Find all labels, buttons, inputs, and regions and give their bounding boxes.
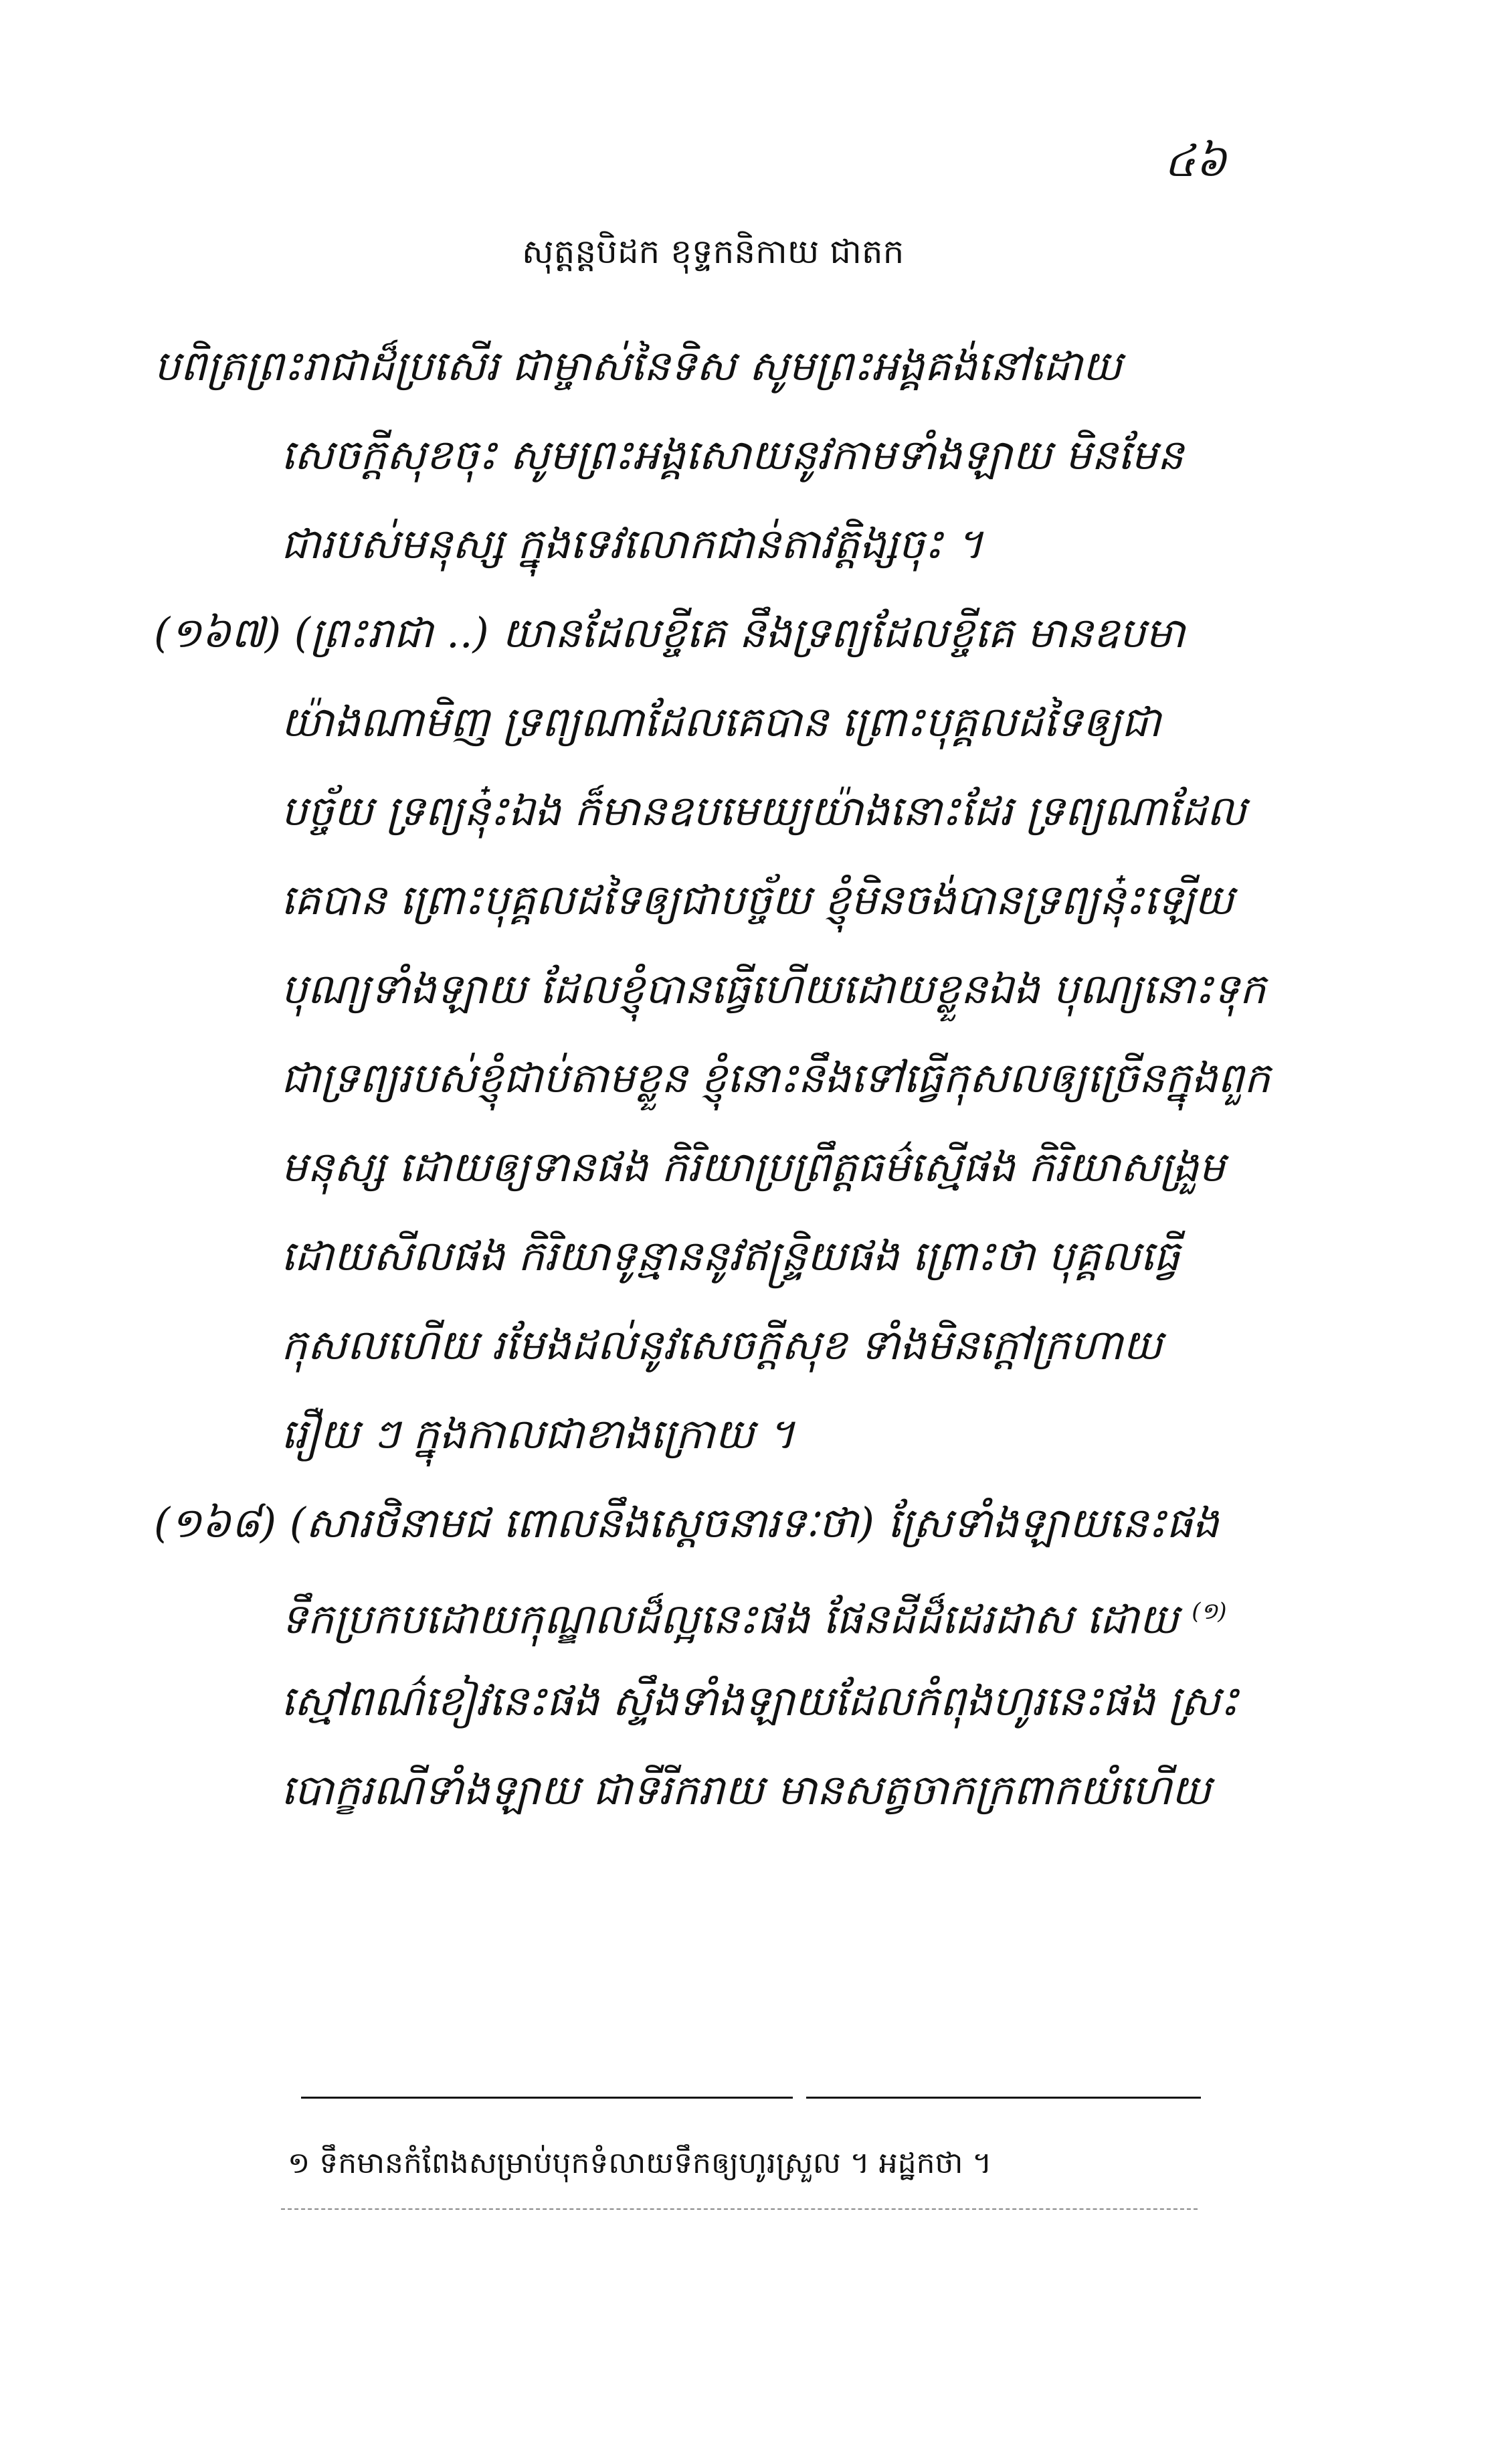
text-line: ស្មៅពណ៌ខៀវនេះផង ស្ទឹងទាំងឡាយដែលកំពុងហូរនេះផង ស្រះ <box>281 1676 1239 1725</box>
footnote-marker: (១) <box>1192 1598 1227 1625</box>
text-line: កុសលហើយ រមែងដល់នូវសេចក្តីសុខ ទាំងមិនក្តៅក្រហាយ <box>281 1320 1163 1369</box>
text-line-content: ទឹកប្រកបដោយកុណ្ឌលដ៏ល្អនេះផង ផែនដីដ៏ដេរដាស ដោយ <box>281 1594 1179 1644</box>
running-header: សុត្តន្តបិដក ខុទ្ទកនិកាយ ជាតក <box>522 232 905 271</box>
text-line: គេបាន ព្រោះបុគ្គលដទៃឲ្យជាបច្ច័យ ខ្ញុំមិនចង់បានទ្រព្យនុ៎ះឡើយ <box>281 875 1234 924</box>
footnote-rule-right <box>806 2097 1201 2099</box>
text-line <box>154 1567 1398 1656</box>
text-line: ជារបស់មនុស្ស ក្នុងទេវលោកជាន់តាវត្តិង្សចុះ ។ <box>281 519 983 568</box>
text-line: មនុស្ស ដោយឲ្យទានផង កិរិយាប្រព្រឹត្តធម៌ស្មើផង កិរិយាសង្រួម <box>281 1142 1225 1191</box>
text-line: បុណ្យទាំងឡាយ ដែលខ្ញុំបានធ្វើហើយដោយខ្លួនឯង បុណ្យនោះទុក <box>281 964 1266 1013</box>
page-number: ៤៦ <box>1164 135 1227 187</box>
text-line: រឿយ ៗ ក្នុងកាលជាខាងក្រោយ ។ <box>281 1409 795 1458</box>
body-text <box>154 321 1398 1834</box>
text-line: បពិត្រព្រះរាជាដ៏ប្រសើរ ជាម្ចាស់នៃទិស សូមព្រះអង្គគង់នៅដោយ <box>154 341 1122 390</box>
text-line: ជាទ្រព្យរបស់ខ្ញុំជាប់តាមខ្លួន ខ្ញុំនោះនឹងទៅធ្វើកុសលឲ្យច្រើនក្នុងពួក <box>281 1053 1270 1102</box>
text-line: ដោយសីលផង កិរិយាទូន្មាននូវឥន្ទ្រិយផង ព្រោះថា បុគ្គលធ្វើ <box>281 1231 1180 1280</box>
verse-line: (១៦៧) (ព្រះរាជា ..) យានដែលខ្ចីគេ នឹងទ្រព្យដែលខ្ចីគេ មានឧបមា <box>154 608 1186 657</box>
footnote: ១ ទឹកមានកំពែងសម្រាប់បុកទំលាយទឹកឲ្យហូរស្រួល ។ អដ្ឋកថា ។ <box>288 2146 992 2180</box>
text-line: សេចក្តីសុខចុះ សូមព្រះអង្គសោយនូវកាមទាំងឡាយ មិនមែន <box>281 430 1184 479</box>
text-line: បច្ច័យ ទ្រព្យនុ៎ះឯង ក៏មានឧបមេយ្យយ៉ាងនោះដែរ ទ្រព្យណាដែល <box>281 786 1246 835</box>
footnote-underline <box>281 2208 1198 2210</box>
text-line: បោក្ខរណីទាំងឡាយ ជាទីរីករាយ មានសត្វចាកក្រពាកយំហើយ <box>281 1765 1211 1814</box>
text-line: យ៉ាងណាមិញ ទ្រព្យណាដែលគេបាន ព្រោះបុគ្គលដទៃឲ្យជា <box>281 697 1161 746</box>
footnote-rule-left <box>301 2097 793 2099</box>
verse-line: (១៦៨) (សារថិនាមជ ពោលនឹងស្តេចនារទៈថា) ស្រែទាំងឡាយនេះផង <box>154 1498 1219 1547</box>
